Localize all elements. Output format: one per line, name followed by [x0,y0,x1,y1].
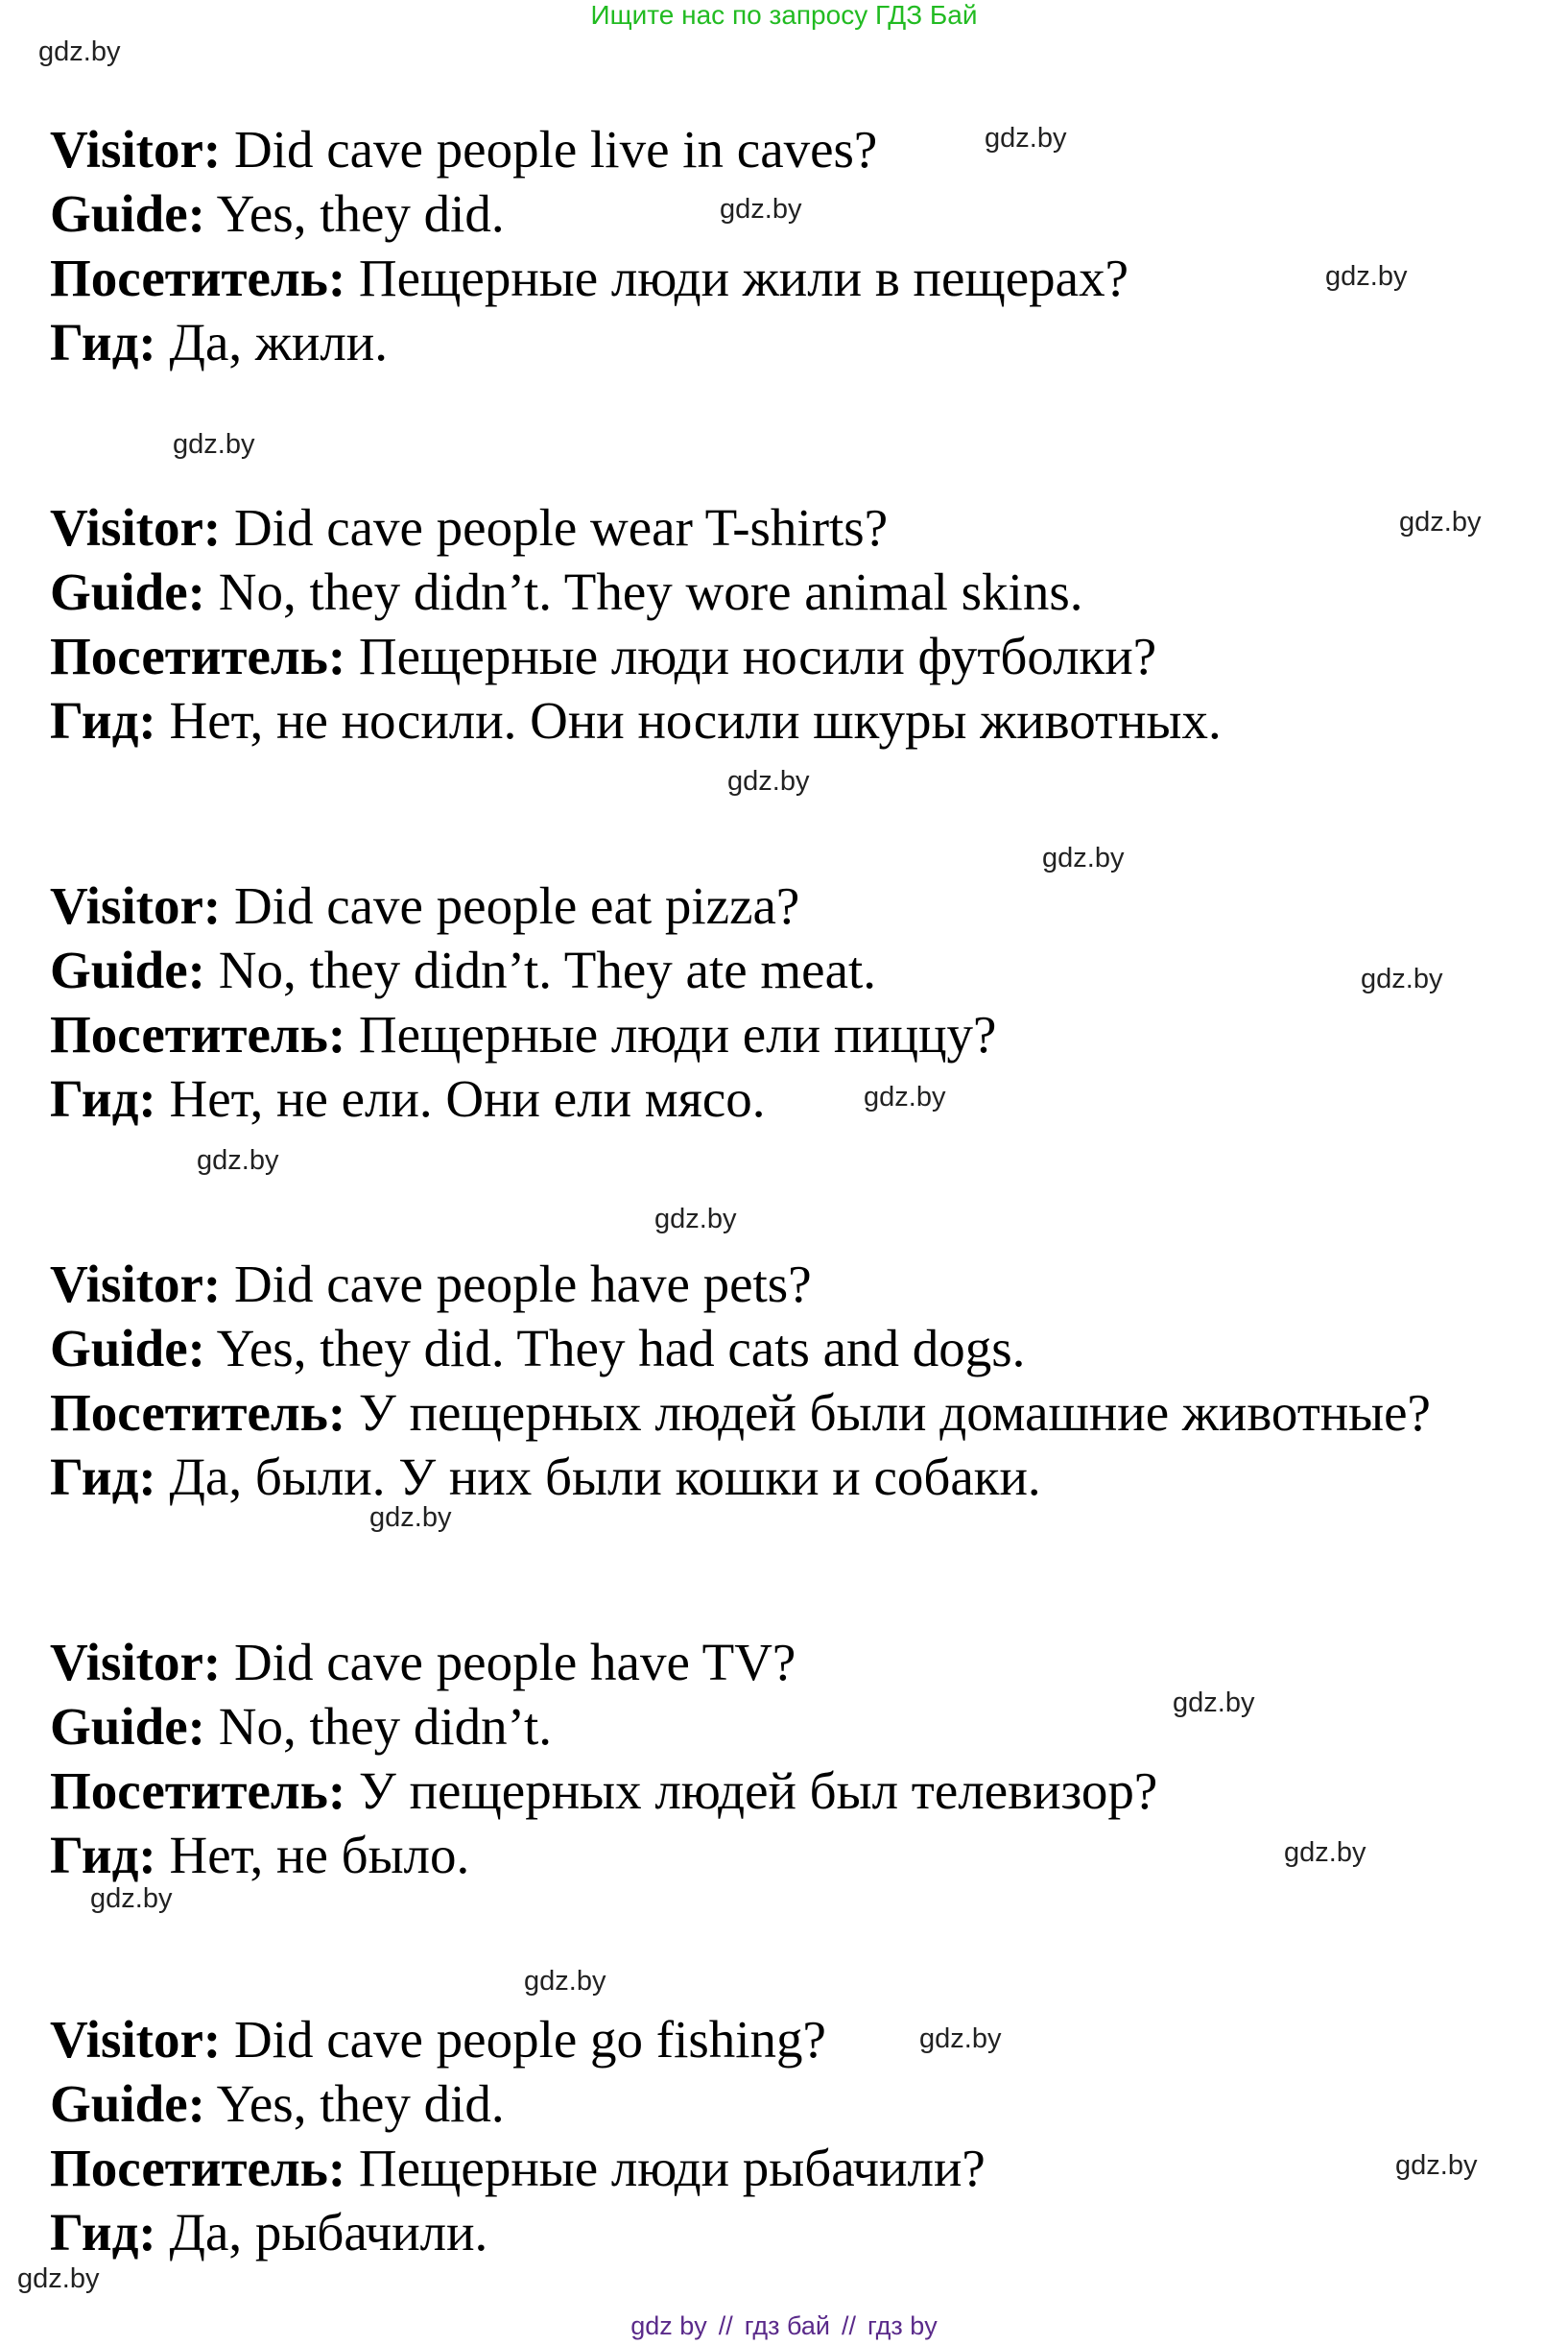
dialogue-visitor-ru-line [50,1383,1431,1442]
dialogue-text: Пещерные люди рыбачили? [345,2139,986,2197]
speaker-label: Гид: [50,1826,156,1884]
footer-link[interactable]: гдз бай [744,2311,830,2340]
dialogue-guide-line [50,562,1083,621]
speaker-label: Guide: [50,941,205,999]
dialogue-text: Нет, не носили. Они носили шкуры животных. [155,691,1222,750]
watermark: gdz.by [369,1502,452,1533]
watermark: gdz.by [864,1082,946,1113]
dialogue-text: Да, рыбачили. [155,2203,488,2261]
dialogue-guide-ru-line [50,691,1222,750]
dialogue-visitor-line [50,120,878,179]
speaker-label: Посетитель: [50,1761,346,1820]
watermark: gdz.by [1325,261,1408,292]
dialogue-guide-ru-line [50,1448,1041,1506]
watermark: gdz.by [17,2263,100,2294]
dialogue-text: Yes, they did. They had cats and dogs. [204,1319,1026,1377]
dialogue-text: Yes, they did. [204,2074,505,2133]
dialogue-text: Did cave people go fishing? [221,2010,826,2069]
speaker-label: Visitor: [50,498,222,557]
dialogue-text: Пещерные люди ели пиццу? [345,1005,997,1064]
dialogue-visitor-line [50,876,800,935]
dialogue-text: Did cave people live in caves? [221,120,878,179]
speaker-label: Guide: [50,1319,205,1377]
dialogue-visitor-line [50,498,889,557]
watermark: gdz.by [1395,2150,1478,2181]
dialogue-text: No, they didn’t. They ate meat. [204,941,877,999]
speaker-label: Посетитель: [50,2139,346,2197]
speaker-label: Гид: [50,1069,156,1128]
dialogue-guide-line [50,184,505,243]
watermark: gdz.by [654,1204,737,1234]
dialogue-text: Пещерные люди носили футболки? [345,627,1157,685]
dialogue-guide-ru-line [50,1069,766,1128]
dialogue-text: Да, были. У них были кошки и собаки. [155,1448,1041,1506]
speaker-label: Гид: [50,2203,156,2261]
dialogue-text: Did cave people have pets? [221,1255,812,1313]
speaker-label: Гид: [50,313,156,371]
dialogue-text: Да, жили. [155,313,388,371]
dialogue-guide-line [50,1697,553,1756]
dialogue-guide-ru-line [50,2203,488,2261]
watermark: gdz.by [1284,1837,1366,1868]
speaker-label: Гид: [50,691,156,750]
watermark: gdz.by [985,123,1067,154]
top-banner: Ищите нас по запросу ГДЗ Бай [590,0,978,30]
dialogue-visitor-line [50,1255,812,1313]
dialogue-guide-ru-line [50,313,388,371]
speaker-label: Посетитель: [50,1383,346,1442]
dialogue-visitor-line [50,1633,796,1691]
speaker-label: Visitor: [50,1255,222,1313]
dialogue-text: No, they didn’t. They wore animal skins. [204,562,1083,621]
dialogue-visitor-ru-line [50,249,1128,307]
dialogue-text: У пещерных людей были домашние животные? [345,1383,1431,1442]
dialogue-guide-line [50,2074,505,2133]
speaker-label: Guide: [50,184,205,243]
dialogue-guide-line [50,941,877,999]
speaker-label: Посетитель: [50,627,346,685]
speaker-label: Visitor: [50,1633,222,1691]
watermark: gdz.by [727,766,810,797]
watermark: gdz.by [720,194,802,225]
footer-link[interactable]: гдз by [867,2311,938,2340]
dialogue-visitor-ru-line [50,1761,1158,1820]
dialogue-text: У пещерных людей был телевизор? [345,1761,1158,1820]
speaker-label: Visitor: [50,876,222,935]
speaker-label: Visitor: [50,120,222,179]
watermark: gdz.by [1399,507,1482,538]
dialogue-text: Нет, не ели. Они ели мясо. [155,1069,766,1128]
speaker-label: Посетитель: [50,1005,346,1064]
watermark: gdz.by [1042,843,1125,873]
watermark: gdz.by [197,1145,279,1176]
footer-links [0,2311,1568,2341]
watermark: gdz.by [1361,964,1443,994]
watermark: gdz.by [173,429,255,460]
speaker-label: Посетитель: [50,249,346,307]
dialogue-text: Did cave people have TV? [221,1633,796,1691]
dialogue-visitor-line [50,2010,826,2069]
speaker-label: Guide: [50,562,205,621]
dialogue-guide-ru-line [50,1826,470,1884]
dialogue-visitor-ru-line [50,627,1157,685]
dialogue-text: Нет, не было. [155,1826,470,1884]
speaker-label: Guide: [50,1697,205,1756]
dialogue-text: Yes, they did. [204,184,505,243]
footer-link[interactable]: gdz by [630,2311,707,2340]
speaker-label: Guide: [50,2074,205,2133]
watermark: gdz.by [524,1966,606,1997]
watermark: gdz.by [90,1883,173,1914]
dialogue-visitor-ru-line [50,2139,986,2197]
speaker-label: Гид: [50,1448,156,1506]
watermark: gdz.by [919,2023,1002,2054]
dialogue-guide-line [50,1319,1026,1377]
dialogue-visitor-ru-line [50,1005,997,1064]
footer-separator: // [718,2311,733,2340]
dialogue-text: Did cave people wear T-shirts? [221,498,889,557]
dialogue-text: Did cave people eat pizza? [221,876,800,935]
dialogue-text: No, they didn’t. [204,1697,553,1756]
speaker-label: Visitor: [50,2010,222,2069]
watermark: gdz.by [38,36,121,67]
dialogue-text: Пещерные люди жили в пещерах? [345,249,1128,307]
watermark: gdz.by [1173,1687,1255,1718]
footer-separator: // [841,2311,856,2340]
